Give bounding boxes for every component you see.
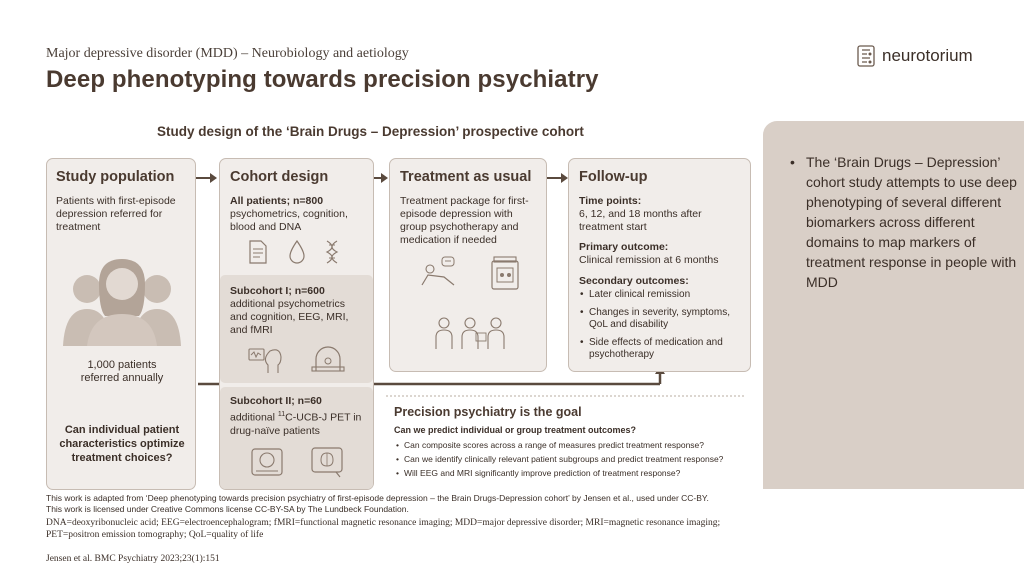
precision-item: • Can we identify clinically relevant patient subgroups and predict treatment response? [404,454,723,464]
supertitle: Major depressive disorder (MDD) – Neurobiology and aetiology [46,46,409,61]
subcohort-2-desc [230,408,365,438]
mri-scanner-icon [310,345,346,375]
secondary-outcome-item: • Changes in severity, symptoms, QoL and disability [589,307,744,331]
patient-count-line2: referred annually [80,372,164,384]
subcohort-1-label: Subcohort I; n=600 [230,285,325,297]
subcohort-1-desc: additional psychometrics and cognition, EEG, MRI, and fMRI [230,298,349,336]
patients-silhouette-icon [57,254,187,346]
patient-count-line1: 1,000 patients [87,359,157,371]
arrow-right-icon [194,173,217,183]
document-icon [248,239,268,265]
subcohort-2-desc-pre: additional [230,411,278,424]
arrow-right-icon [545,173,568,183]
secondary-outcome-item: • Side effects of medication and psychotherapy [589,337,744,361]
secondary-outcomes-label: Secondary outcomes: [579,275,689,287]
abbreviations-line-1: DNA=deoxyribonucleic acid; EEG=electroencephalogram; fMRI=functional magnetic resonance imaging; MDD=major depressive disorder; MRI=magnetic resonance imaging; [46,518,721,528]
followup-box [568,158,751,372]
all-patients-desc: psychometrics, cognition, blood and DNA [230,208,348,233]
timepoints-value: 6, 12, and 18 months after treatment start [579,208,702,233]
all-patients-label: All patients; n=800 [230,195,324,207]
credit-line-2: This work is licensed under Creative Commons license CC-BY-SA by The Lundbeck Foundation. [46,504,409,514]
patient-in-bed-icon [420,255,460,291]
side-panel-bullet [790,152,1018,292]
diagram-heading: Study design of the ‘Brain Drugs – Depression’ prospective cohort [157,124,584,139]
subcohort-2-box [220,387,373,489]
subcohort-2-sup: 11 [277,411,286,418]
reference: Jensen et al. BMC Psychiatry 2023;23(1):151 [46,554,220,564]
study-population-question: Can individual patient characteristics optimize treatment choices? [59,424,185,464]
subcohort-2-label: Subcohort II; n=60 [230,395,322,407]
logo-text: neurotorium [882,46,973,65]
study-population-title: Study population [56,169,175,185]
study-population-desc: Patients with first-episode depression referred for treatment [56,195,176,233]
side-panel-text: The ‘Brain Drugs – Depression’ cohort study attempts to use deep phenotyping of several different biomarkers across different domains to map markers of treatment response in people with MDD [806,154,1017,290]
medication-icon [488,255,522,291]
followup-title: Follow-up [579,169,648,185]
subcohort-1-box [220,275,373,383]
eeg-head-icon [248,345,282,375]
blood-drop-icon [288,239,306,265]
treatment-box [389,158,547,372]
timepoints-label: Time points: [579,195,642,207]
group-therapy-icon [432,313,508,351]
dna-icon [324,239,340,265]
pet-scanner-icon [250,445,284,479]
precision-item: • Can composite scores across a range of measures predict treatment response? [404,440,704,450]
brain-scan-icon [310,445,344,479]
abbreviations-line-2: PET=positron emission tomography; QoL=quality of life [46,530,264,540]
page-title: Deep phenotyping towards precision psychiatry [46,66,599,93]
primary-outcome-label: Primary outcome: [579,241,669,253]
subcohort-2-desc-post: C-UCB-J PET in drug-naïve patients [230,411,362,437]
precision-question: Can we predict individual or group treatment outcomes? [394,425,637,435]
credit-line-1: This work is adapted from ‘Deep phenotyping towards precision psychiatry of first-episode depression – the Brain Drugs-Depression cohort’ by Jensen et al., used under CC-BY. [46,493,709,503]
treatment-desc: Treatment package for first-episode depression with group psychotherapy and medication if needed [400,195,529,246]
precision-item: • Will EEG and MRI significantly improve prediction of treatment response? [404,468,680,478]
precision-title: Precision psychiatry is the goal [394,405,582,419]
cohort-design-title: Cohort design [230,169,329,185]
cohort-design-box [219,158,374,490]
treatment-title: Treatment as usual [400,169,532,185]
bullet-dot: • [790,154,795,170]
study-population-box [46,158,196,490]
secondary-outcome-item: • Later clinical remission [589,289,744,301]
primary-outcome-value: Clinical remission at 6 months [579,254,719,266]
